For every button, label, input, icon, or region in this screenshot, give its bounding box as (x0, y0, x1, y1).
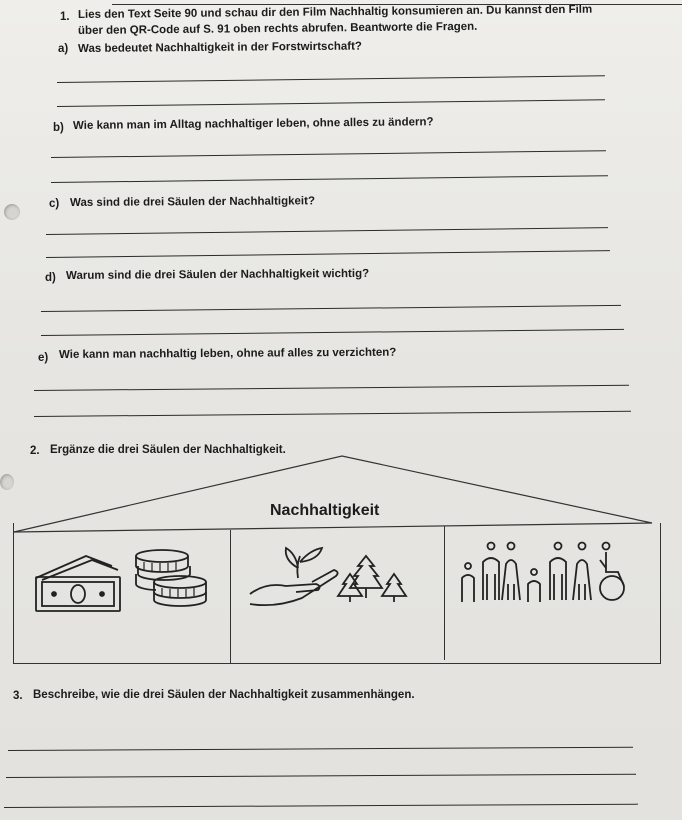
question-a-text: Was bedeutet Nachhaltigkeit in der Forstwirtschaft? (77, 40, 362, 55)
answer-line-b1[interactable] (51, 150, 606, 158)
task2-instruction: Ergänze die drei Säulen der Nachhaltigkeit. (50, 444, 286, 456)
answer-line-b2[interactable] (51, 175, 608, 183)
answer-line-d2[interactable] (41, 329, 624, 336)
pillar-divider-1 (230, 530, 231, 664)
answer-line-3-3[interactable] (4, 804, 638, 808)
task1-instruction-line2: über den QR-Code auf S. 91 oben rechts abrufen. Beantworte die Fragen. (77, 20, 478, 37)
punch-hole-top (4, 204, 20, 220)
task3-instruction: Beschreibe, wie die drei Säulen der Nachhaltigkeit zusammenhängen. (33, 689, 415, 701)
pillar-divider-2 (444, 526, 445, 660)
answer-line-e2[interactable] (34, 411, 631, 417)
question-a-letter: a) (58, 43, 69, 55)
question-e-letter: e) (38, 352, 49, 364)
answer-line-e1[interactable] (34, 385, 629, 391)
question-b-letter: b) (53, 122, 64, 134)
answer-line-c1[interactable] (46, 227, 608, 235)
people-family-icon (456, 538, 656, 612)
question-e-text: Wie kann man nachhaltig leben, ohne auf alles zu verzichten? (58, 346, 397, 361)
answer-line-a2[interactable] (57, 99, 605, 107)
task2-number: 2. (30, 445, 40, 457)
answer-line-a1[interactable] (57, 75, 605, 83)
question-c-letter: c) (49, 198, 60, 210)
question-d-text: Warum sind die drei Säulen der Nachhaltigkeit wichtig? (65, 267, 370, 282)
task3-number: 3. (13, 690, 23, 702)
question-d-letter: d) (45, 272, 56, 284)
roof-title: Nachhaltigkeit (270, 502, 380, 519)
question-c-text: Was sind die drei Säulen der Nachhaltigkeit? (69, 195, 316, 209)
plant-trees-icon (246, 538, 436, 618)
answer-line-d1[interactable] (41, 305, 621, 312)
answer-line-c2[interactable] (46, 250, 610, 258)
answer-line-3-1[interactable] (8, 747, 633, 751)
roof-outline (14, 456, 652, 532)
task1-instruction-line1: Lies den Text Seite 90 und schau dir den Film Nachhaltig konsumieren an. Du kannst den Film (77, 3, 593, 21)
punch-hole-bottom (0, 474, 14, 490)
answer-line-3-2[interactable] (6, 774, 636, 778)
money-coins-icon (34, 548, 214, 618)
question-b-text: Wie kann man im Alltag nachhaltiger leben, ohne alles zu ändern? (72, 116, 434, 132)
task1-number: 1. (60, 11, 70, 23)
